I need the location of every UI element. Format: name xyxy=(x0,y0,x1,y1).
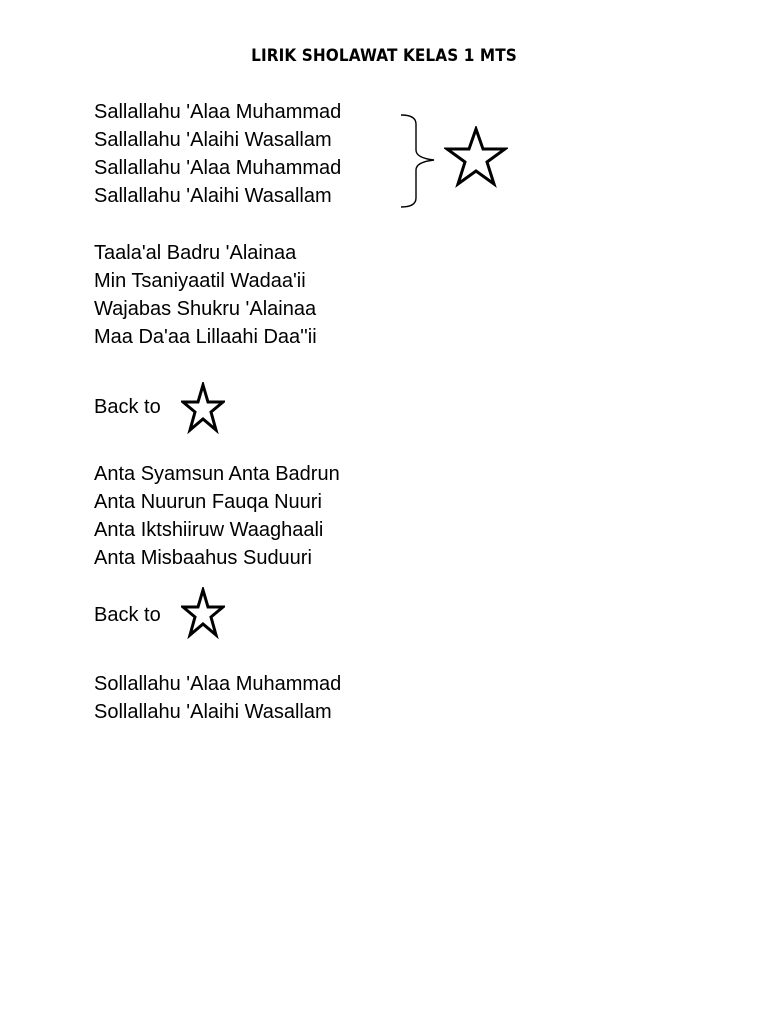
verse4-line-1: Sollallahu 'Alaa Muhammad xyxy=(94,673,342,695)
verse1-line-2: Sallallahu 'Alaihi Wasallam xyxy=(94,129,332,151)
verse4-line-2: Sollallahu 'Alaihi Wasallam xyxy=(94,701,332,723)
verse3-line-3: Anta Iktshiiruw Waaghaali xyxy=(94,519,324,541)
verse3-line-1: Anta Syamsun Anta Badrun xyxy=(94,463,340,485)
back-to-label-2: Back to xyxy=(94,604,161,626)
verse1-line-3: Sallallahu 'Alaa Muhammad xyxy=(94,157,342,179)
verse1-line-4: Sallallahu 'Alaihi Wasallam xyxy=(94,185,332,207)
verse2-line-2: Min Tsaniyaatil Wadaa'ii xyxy=(94,270,306,292)
star-outline-icon xyxy=(444,126,508,188)
star-outline-icon xyxy=(181,587,225,639)
star-outline-icon xyxy=(181,382,225,434)
verse2-line-1: Taala'al Badru 'Alainaa xyxy=(94,242,297,264)
back-to-label-1: Back to xyxy=(94,396,161,418)
page-title: LIRIK SHOLAWAT KELAS 1 MTS xyxy=(251,46,517,66)
verse2-line-3: Wajabas Shukru 'Alainaa xyxy=(94,298,317,320)
right-brace-icon xyxy=(398,112,442,212)
verse2-line-4: Maa Da'aa Lillaahi Daa''ii xyxy=(94,326,317,348)
verse1-line-1: Sallallahu 'Alaa Muhammad xyxy=(94,101,342,123)
verse3-line-4: Anta Misbaahus Suduuri xyxy=(94,547,312,569)
verse3-line-2: Anta Nuurun Fauqa Nuuri xyxy=(94,491,322,513)
